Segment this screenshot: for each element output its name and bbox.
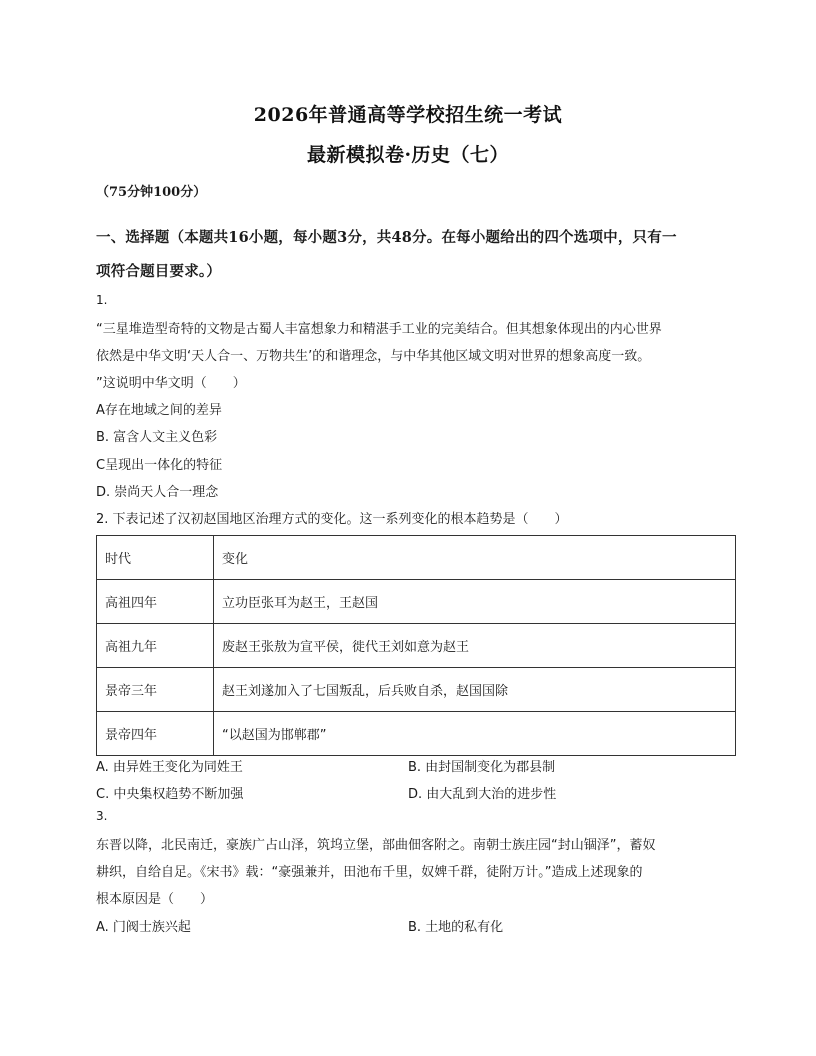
exam-title: 2026年普通高等学校招生统一考试 — [253, 104, 563, 126]
table-header-row — [97, 536, 736, 580]
section-heading: 一、选择题（本题共16小题，每小题3分，共48分。在每小题给出的四个选项中，只有一 — [96, 229, 677, 246]
table-row — [97, 712, 736, 756]
table-header-cell: 变化 — [214, 536, 736, 580]
question-2-option-a: A. 由异姓王变化为同姓王 — [96, 760, 243, 775]
question-3-option-a: A. 门阀士族兴起 — [96, 920, 191, 935]
question-2-table — [96, 535, 736, 756]
question-3-option-b: B. 土地的私有化 — [408, 920, 504, 935]
table-cell-change: “以赵国为邯郸郡” — [214, 712, 736, 756]
table-cell-change: 废赵王张敖为宣平侯，徙代王刘如意为赵王 — [214, 624, 736, 668]
table-cell-era: 景帝四年 — [97, 712, 214, 756]
table-cell-era: 景帝三年 — [97, 668, 214, 712]
question-1-option-b: B. 富含人文主义色彩 — [96, 430, 218, 445]
time-score-note: （75分钟100分） — [96, 185, 207, 200]
table-cell-change: 赵王刘遂加入了七国叛乱，后兵败自杀，赵国国除 — [214, 668, 736, 712]
section-heading-continued: 项符合题目要求。） — [96, 263, 222, 280]
table-cell-era: 高祖四年 — [97, 580, 214, 624]
question-3-stem-line: 根本原因是（ ） — [96, 892, 214, 907]
question-2-option-c: C. 中央集权趋势不断加强 — [96, 787, 244, 802]
question-3-stem-line: 耕织，自给自足。《宋书》载：“豪强兼并，田池布千里，奴婢千群，徒附万计。”造成上述现象的 — [96, 865, 643, 880]
table-header-cell: 时代 — [97, 536, 214, 580]
table-row — [97, 580, 736, 624]
question-3-stem-line: 东晋以降，北民南迁，豪族广占山泽，筑坞立堡，部曲佃客附之。南朝士族庄园“封山锢泽”，蓄奴 — [96, 838, 656, 853]
question-3-number: 3. — [96, 809, 108, 823]
question-1-stem-line: “三星堆造型奇特的文物是古蜀人丰富想象力和精湛手工业的完美结合。但其想象体现出的内心世界 — [96, 322, 662, 337]
exam-subtitle: 最新模拟卷·历史（七） — [306, 144, 510, 166]
table-cell-change: 立功臣张耳为赵王，王赵国 — [214, 580, 736, 624]
question-2-option-b: B. 由封国制变化为郡县制 — [408, 760, 556, 775]
question-2-option-d: D. 由大乱到大治的进步性 — [408, 787, 557, 802]
question-2-stem: 2. 下表记述了汉初赵国地区治理方式的变化。这一系列变化的根本趋势是（ ） — [96, 512, 568, 527]
question-1-number: 1. — [96, 293, 108, 307]
question-1-option-c: C呈现出一体化的特征 — [96, 458, 223, 473]
question-1-stem-line: ”这说明中华文明（ ） — [96, 376, 246, 391]
table-cell-era: 高祖九年 — [97, 624, 214, 668]
question-1-option-d: D. 崇尚天人合一理念 — [96, 485, 219, 500]
question-1-option-a: A存在地域之间的差异 — [96, 403, 222, 418]
table-row — [97, 668, 736, 712]
question-1-stem-line: 依然是中华文明‘天人合一、万物共生’的和谐理念，与中华其他区域文明对世界的想象高度一致。 — [96, 349, 651, 364]
table-row — [97, 624, 736, 668]
